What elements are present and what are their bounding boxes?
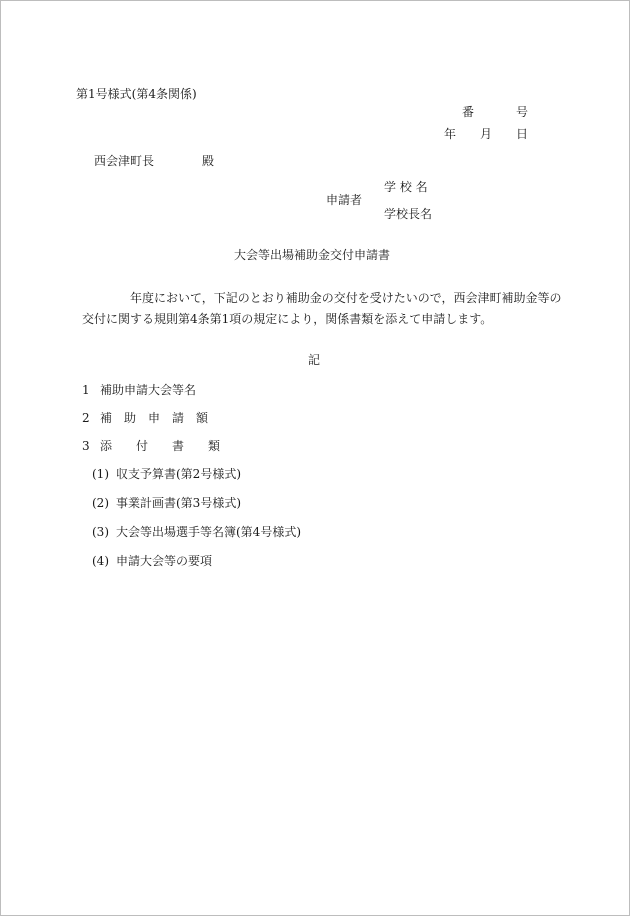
attachment-3-label: 大会等出場選手等名簿(第4号様式) bbox=[116, 525, 301, 539]
principal-label: 学校長名 bbox=[384, 207, 433, 221]
addressee-honorific: 殿 bbox=[202, 154, 215, 168]
attachment-4-label: 申請大会等の要項 bbox=[116, 554, 213, 568]
item-3-number: 3 bbox=[82, 439, 90, 453]
number-label: 番 bbox=[462, 105, 475, 119]
attachment-2-label: 事業計画書(第3号様式) bbox=[116, 496, 241, 510]
document-title: 大会等出場補助金交付申請書 bbox=[234, 248, 391, 262]
item-3-label: 添 付 書 類 bbox=[100, 439, 221, 453]
body-line-2: 交付に関する規則第4条第1項の規定により，関係書類を添えて申請します。 bbox=[82, 312, 493, 326]
day-label: 日 bbox=[516, 127, 529, 141]
item-1-label: 補助申請大会等名 bbox=[100, 383, 197, 397]
item-2-number: 2 bbox=[82, 411, 90, 425]
attachment-4-number: (4) bbox=[92, 554, 109, 568]
item-1-number: 1 bbox=[82, 383, 90, 397]
attachment-1-label: 収支予算書(第2号様式) bbox=[116, 467, 241, 481]
attachment-3-number: (3) bbox=[92, 525, 109, 539]
school-name-label: 学 校 名 bbox=[384, 180, 428, 194]
number-suffix: 号 bbox=[516, 105, 529, 119]
item-2-label: 補 助 申 請 額 bbox=[100, 411, 209, 425]
attachment-1-number: (1) bbox=[92, 467, 109, 481]
applicant-label: 申請者 bbox=[326, 193, 363, 207]
attachment-2-number: (2) bbox=[92, 496, 109, 510]
month-label: 月 bbox=[480, 127, 493, 141]
form-number: 第1号様式(第4条関係) bbox=[76, 87, 197, 101]
year-label: 年 bbox=[444, 127, 457, 141]
addressee-name: 西会津町長 bbox=[94, 154, 155, 168]
body-line-1: 年度において，下記のとおり補助金の交付を受けたいので，西会津町補助金等の bbox=[130, 291, 562, 305]
ki-heading: 記 bbox=[308, 353, 321, 367]
